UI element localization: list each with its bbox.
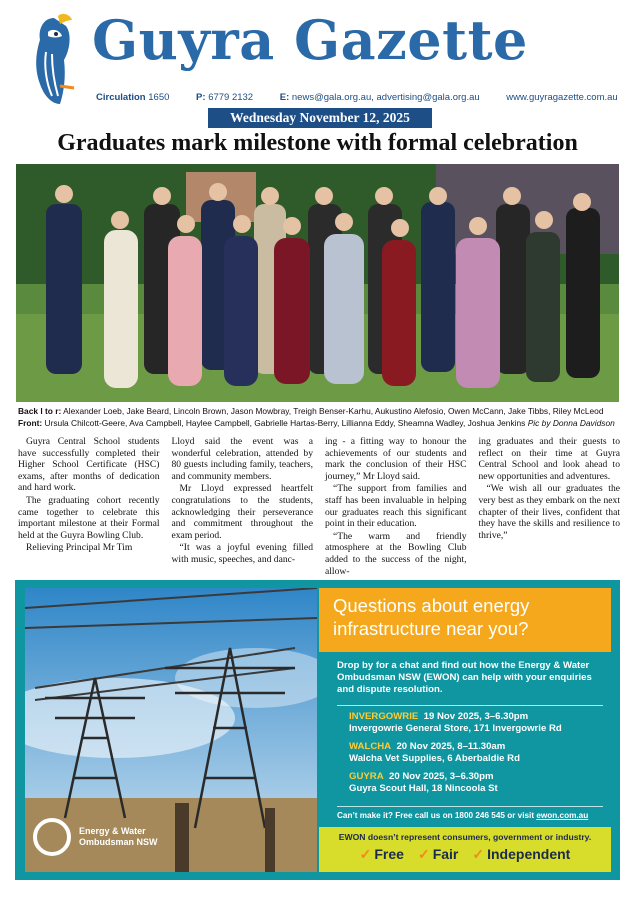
event-where: Invergowrie General Store, 171 Invergowrie Rd	[349, 723, 562, 734]
cant-make-it	[337, 811, 607, 820]
divider	[337, 705, 603, 706]
newspaper-title: Guyra Gazette	[92, 8, 528, 72]
photo-credit: Pic by Donna Davidson	[527, 418, 615, 428]
ad-banner-question: Questions about energy infrastructure near you?	[319, 588, 611, 652]
ewon-logo-icon	[33, 818, 71, 856]
ad-disclaimer: EWON doesn’t represent consumers, government or industry.	[338, 832, 592, 842]
graduates-photo	[16, 164, 619, 402]
paragraph: Guyra Central School students have successfully completed their Higher School Certificate (HSC) exams, after months of dedication and hard work.	[18, 436, 160, 494]
ad-intro: Drop by for a chat and find out how the Energy & Water Ombudsman NSW (EWON) can help with your enquiries and dispute resolution.	[337, 660, 592, 695]
caption-back-names: Alexander Loeb, Jake Beard, Lincoln Brown, Jason Mowbray, Treigh Benser-Karhu, Aukustino Alefosio, Owen McCann, Jake Tibbs, Riley McLeod	[63, 406, 604, 416]
event-item	[349, 711, 609, 735]
phone-value: 6779 2132	[208, 92, 254, 103]
check-icon: ✓	[417, 846, 430, 862]
article-body	[18, 436, 620, 578]
photo-caption	[18, 405, 618, 429]
paragraph: “The support from families and staff has been invaluable in helping our graduates reach this significant point in their education.	[325, 483, 467, 530]
ad-values	[319, 846, 611, 863]
caption-front-names: Ursula Chilcott-Geere, Ava Campbell, Haylee Campbell, Gabrielle Hartas-Berry, Lillianna Eddy, Sheamna Wadley, Joshua Jenkins	[44, 418, 526, 428]
logo-line-1: Energy & Water	[79, 826, 146, 836]
paragraph: Lloyd said the event was a wonderful celebration, attended by 80 guests including family, teachers, and community members.	[171, 436, 313, 482]
logo-line-2: Ombudsman NSW	[79, 837, 158, 847]
masthead	[0, 0, 635, 135]
email-label: E:	[279, 92, 290, 103]
value-item	[472, 846, 570, 863]
headline: Graduates mark milestone with formal celebration	[57, 130, 578, 156]
phone-label: P:	[196, 92, 206, 103]
article-column-1	[18, 436, 160, 578]
divider	[337, 806, 603, 807]
ewon-advertisement	[15, 580, 620, 880]
ewon-website-link[interactable]: ewon.com.au	[536, 811, 589, 820]
event-town: INVERGOWRIE	[349, 711, 419, 722]
event-list	[349, 711, 609, 801]
email-link[interactable]: news@gala.org.au, advertising@gala.org.au	[291, 92, 480, 103]
article-column-2	[172, 436, 314, 578]
paragraph: “We wish all our graduates the very best as they embark on the next chapter of their lives, confident that they have the skills and resilience to thrive,”	[478, 483, 620, 541]
paragraph: ing graduates and their guests to reflect on their time at Guyra Central School and look ahead to new opportunities and adventures.	[478, 436, 620, 482]
value-item	[360, 846, 404, 863]
website-link[interactable]: www.guyragazette.com.au	[506, 92, 618, 103]
paragraph: “It was a joyful evening filled with music, speeches, and danc-	[171, 542, 313, 565]
caption-front-label: Front:	[18, 418, 43, 428]
paragraph: Mr Lloyd expressed heartfelt congratulations to the students, acknowledging their perseverance and commitment throughout the exam period.	[171, 483, 313, 541]
article-column-3	[325, 436, 467, 578]
value-label: Independent	[487, 846, 571, 862]
paragraph: ing - a fitting way to honour the achievements of our students and mark the conclusion of their HSC journey,” Mr Lloyd said.	[325, 436, 467, 482]
check-icon: ✓	[359, 846, 372, 862]
value-item	[418, 846, 458, 863]
paragraph: The graduating cohort recently came together to celebrate this important milestone at their Formal held at the Guyra Bowling Club.	[18, 494, 160, 541]
event-town: GUYRA	[349, 771, 384, 782]
caption-back-label: Back l to r:	[18, 406, 62, 416]
event-when: 19 Nov 2025, 3–6.30pm	[423, 711, 529, 722]
cant-make-it-text: Can’t make it? Free call us on 1800 246 545 or visit	[337, 811, 535, 820]
circulation-label: Circulation	[96, 92, 146, 103]
event-when: 20 Nov 2025, 8–11.30am	[396, 741, 506, 752]
ad-footer	[319, 827, 611, 872]
paragraph: Relieving Principal Mr Tim	[26, 542, 133, 554]
event-item	[349, 771, 609, 795]
check-icon: ✓	[472, 846, 485, 862]
event-town: WALCHA	[349, 741, 392, 752]
event-where: Guyra Scout Hall, 18 Nincoola St	[349, 783, 498, 794]
value-label: Free	[374, 846, 404, 862]
event-when: 20 Nov 2025, 3–6.30pm	[389, 771, 494, 782]
paragraph: “The warm and friendly atmosphere at the Bowling Club added to the success of the night, allow-	[325, 530, 467, 577]
contact-line	[96, 92, 630, 103]
event-item	[349, 741, 609, 765]
value-label: Fair	[432, 846, 459, 862]
article-column-4	[479, 436, 621, 578]
cockatoo-logo-icon	[30, 12, 78, 108]
circulation-value: 1650	[148, 92, 170, 103]
issue-date: Wednesday November 12, 2025	[208, 108, 432, 128]
event-where: Walcha Vet Supplies, 6 Aberbaldie Rd	[349, 753, 520, 764]
ewon-logo	[33, 818, 158, 856]
